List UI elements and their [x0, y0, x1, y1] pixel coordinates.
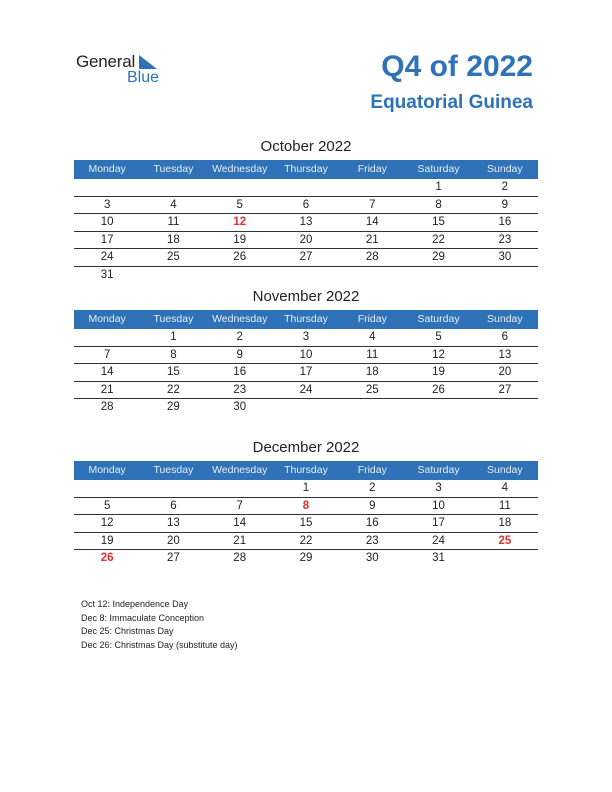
month-november: [74, 288, 538, 417]
day-cell: 14: [365, 216, 379, 228]
brand-word-general: General: [76, 52, 136, 71]
weekday-label: Wednesday: [212, 163, 268, 175]
day-cell: 25: [365, 383, 379, 396]
day-cell: 7: [103, 348, 111, 361]
day-cell: 30: [498, 251, 512, 263]
weekday-label: Friday: [357, 163, 387, 175]
day-cell: 26: [432, 383, 445, 396]
empty-cell: [207, 480, 273, 497]
empty-cell: [339, 399, 405, 417]
weekday-label: Tuesday: [153, 163, 194, 175]
empty-cell: [74, 329, 140, 346]
day-cell: 11: [366, 348, 379, 361]
day-cell: 8: [435, 198, 442, 211]
day-cell: 17: [100, 233, 114, 246]
empty-cell: [339, 267, 405, 285]
day-cell: 17: [432, 517, 445, 529]
empty-cell: [273, 267, 339, 285]
day-cell: 31: [100, 268, 114, 281]
day-cell: 15: [432, 216, 445, 228]
day-cell: 8: [170, 348, 177, 361]
day-cell: 24: [299, 383, 313, 396]
empty-cell: [140, 480, 206, 497]
week-row: [74, 179, 538, 197]
day-cell: 25: [167, 251, 180, 263]
empty-cell: [472, 267, 538, 285]
holiday-day-cell: 25: [498, 534, 512, 547]
day-cell: 18: [365, 366, 379, 378]
week-row: [74, 267, 538, 285]
day-cell: 4: [170, 198, 177, 211]
weekday-label: Monday: [88, 464, 126, 476]
empty-cell: [472, 399, 538, 417]
holiday-note: Oct 12: Independence Day: [81, 599, 189, 609]
day-cell: 21: [233, 534, 247, 547]
holiday-note: Dec 8: Immaculate Conception: [81, 612, 205, 623]
day-cell: 1: [170, 331, 177, 343]
day-cell: 27: [498, 383, 512, 396]
day-cell: 18: [167, 233, 180, 246]
day-cell: 14: [100, 366, 114, 378]
week-row: [74, 347, 538, 365]
weekday-label: Monday: [88, 163, 126, 175]
day-cell: 29: [432, 251, 445, 263]
day-cell: 11: [167, 216, 180, 228]
day-cell: 9: [369, 499, 376, 512]
day-cell: 30: [365, 552, 379, 564]
day-cell: 28: [100, 401, 114, 413]
day-cell: 3: [435, 482, 442, 494]
holiday-note: Dec 26: Christmas Day (substitute day): [81, 639, 238, 650]
weekday-label: Sunday: [487, 313, 523, 325]
month-grid: [74, 480, 538, 568]
week-row: [74, 329, 538, 347]
weekday-label: Sunday: [487, 464, 523, 476]
country-name: Equatorial Guinea: [370, 92, 533, 113]
day-cell: 20: [167, 534, 180, 547]
day-cell: 10: [100, 216, 114, 228]
day-cell: 13: [299, 216, 313, 228]
brand-logo: [76, 52, 186, 88]
brand-word-blue: Blue: [127, 69, 160, 86]
brand-flag-icon: [139, 55, 157, 69]
day-cell: 31: [432, 552, 445, 564]
day-cell: 10: [299, 348, 313, 361]
day-cell: 9: [501, 198, 509, 211]
week-row: [74, 382, 538, 400]
day-cell: 23: [498, 233, 512, 246]
day-cell: 21: [100, 383, 114, 396]
day-cell: 29: [167, 401, 180, 413]
day-cell: 19: [100, 534, 114, 547]
day-cell: 22: [299, 534, 313, 547]
month-october: [74, 138, 538, 284]
week-row: [74, 214, 538, 232]
day-cell: 11: [498, 499, 511, 512]
day-cell: 23: [233, 383, 247, 396]
day-cell: 1: [302, 482, 310, 494]
weekday-header: [74, 160, 538, 179]
day-cell: 20: [299, 233, 313, 246]
weekday-label: Tuesday: [153, 313, 194, 325]
weekday-label: Sunday: [487, 163, 523, 175]
weekday-label: Thursday: [284, 163, 328, 175]
weekday-label: Saturday: [417, 464, 460, 476]
day-cell: 19: [432, 366, 445, 378]
month-december: [74, 439, 538, 568]
empty-cell: [472, 550, 538, 568]
day-cell: 1: [435, 181, 442, 193]
day-cell: 13: [498, 348, 512, 361]
day-cell: 2: [501, 181, 509, 193]
month-grid: [74, 329, 538, 417]
day-cell: 27: [299, 251, 313, 263]
weekday-label: Thursday: [284, 464, 328, 476]
holiday-day-cell: 8: [302, 499, 310, 512]
day-cell: 16: [498, 216, 512, 228]
weekday-label: Thursday: [284, 313, 328, 325]
holiday-day-cell: 26: [100, 552, 114, 564]
day-cell: 6: [302, 198, 310, 211]
week-row: [74, 249, 538, 267]
day-cell: 15: [299, 517, 313, 529]
day-cell: 13: [167, 517, 180, 529]
day-cell: 7: [236, 499, 243, 512]
day-cell: 3: [103, 198, 111, 211]
holiday-note: Dec 25: Christmas Day: [81, 626, 174, 636]
day-cell: 28: [233, 552, 247, 564]
holiday-notes: [81, 598, 238, 652]
month-title: December 2022: [252, 439, 360, 456]
day-cell: 14: [233, 517, 247, 529]
day-cell: 12: [432, 348, 445, 361]
day-cell: 4: [501, 482, 509, 494]
day-cell: 6: [170, 499, 177, 512]
week-row: [74, 232, 538, 250]
weekday-label: Friday: [357, 313, 387, 325]
weekday-label: Friday: [357, 464, 387, 476]
empty-cell: [273, 179, 339, 196]
day-cell: 2: [369, 482, 376, 494]
empty-cell: [405, 267, 471, 285]
day-cell: 5: [103, 499, 111, 512]
week-row: [74, 550, 538, 568]
empty-cell: [74, 480, 140, 497]
day-cell: 26: [233, 251, 247, 263]
day-cell: 18: [498, 517, 512, 529]
day-cell: 21: [365, 233, 379, 246]
day-cell: 2: [236, 331, 243, 343]
week-row: [74, 197, 538, 215]
empty-cell: [207, 179, 273, 196]
day-cell: 22: [167, 383, 180, 396]
day-cell: 19: [233, 233, 247, 246]
empty-cell: [140, 267, 206, 285]
day-cell: 24: [432, 534, 445, 547]
weekday-header: [74, 461, 538, 480]
weekday-label: Wednesday: [212, 464, 268, 476]
weekday-label: Wednesday: [212, 313, 268, 325]
weekday-label: Monday: [88, 313, 126, 325]
day-cell: 7: [369, 198, 376, 211]
day-cell: 22: [432, 233, 445, 246]
day-cell: 30: [233, 401, 247, 413]
weekday-label: Saturday: [417, 163, 460, 175]
day-cell: 16: [233, 366, 247, 378]
day-cell: 5: [435, 331, 442, 343]
weekday-label: Saturday: [417, 313, 460, 325]
day-cell: 29: [299, 552, 313, 564]
month-title: October 2022: [260, 138, 352, 155]
page-title: Q4 of 2022: [381, 50, 533, 83]
day-cell: 4: [369, 331, 376, 343]
week-row: [74, 364, 538, 382]
day-cell: 5: [236, 198, 243, 211]
week-row: [74, 533, 538, 551]
day-cell: 12: [100, 517, 114, 529]
empty-cell: [140, 179, 206, 196]
day-cell: 20: [498, 366, 512, 378]
day-cell: 28: [365, 251, 379, 263]
month-grid: [74, 179, 538, 284]
empty-cell: [74, 179, 140, 196]
week-row: [74, 480, 538, 498]
empty-cell: [405, 399, 471, 417]
day-cell: 23: [365, 534, 379, 547]
day-cell: 9: [236, 348, 243, 361]
weekday-label: Tuesday: [153, 464, 194, 476]
month-title: November 2022: [252, 288, 360, 305]
day-cell: 10: [432, 499, 445, 512]
week-row: [74, 515, 538, 533]
empty-cell: [207, 267, 273, 285]
week-row: [74, 399, 538, 417]
day-cell: 16: [365, 517, 379, 529]
day-cell: 6: [501, 331, 509, 343]
empty-cell: [339, 179, 405, 196]
week-row: [74, 498, 538, 516]
holiday-day-cell: 12: [233, 216, 247, 228]
day-cell: 15: [167, 366, 180, 378]
day-cell: 3: [302, 331, 310, 343]
day-cell: 24: [100, 251, 114, 263]
day-cell: 27: [167, 552, 180, 564]
empty-cell: [273, 399, 339, 417]
weekday-header: [74, 310, 538, 329]
day-cell: 17: [299, 366, 313, 378]
